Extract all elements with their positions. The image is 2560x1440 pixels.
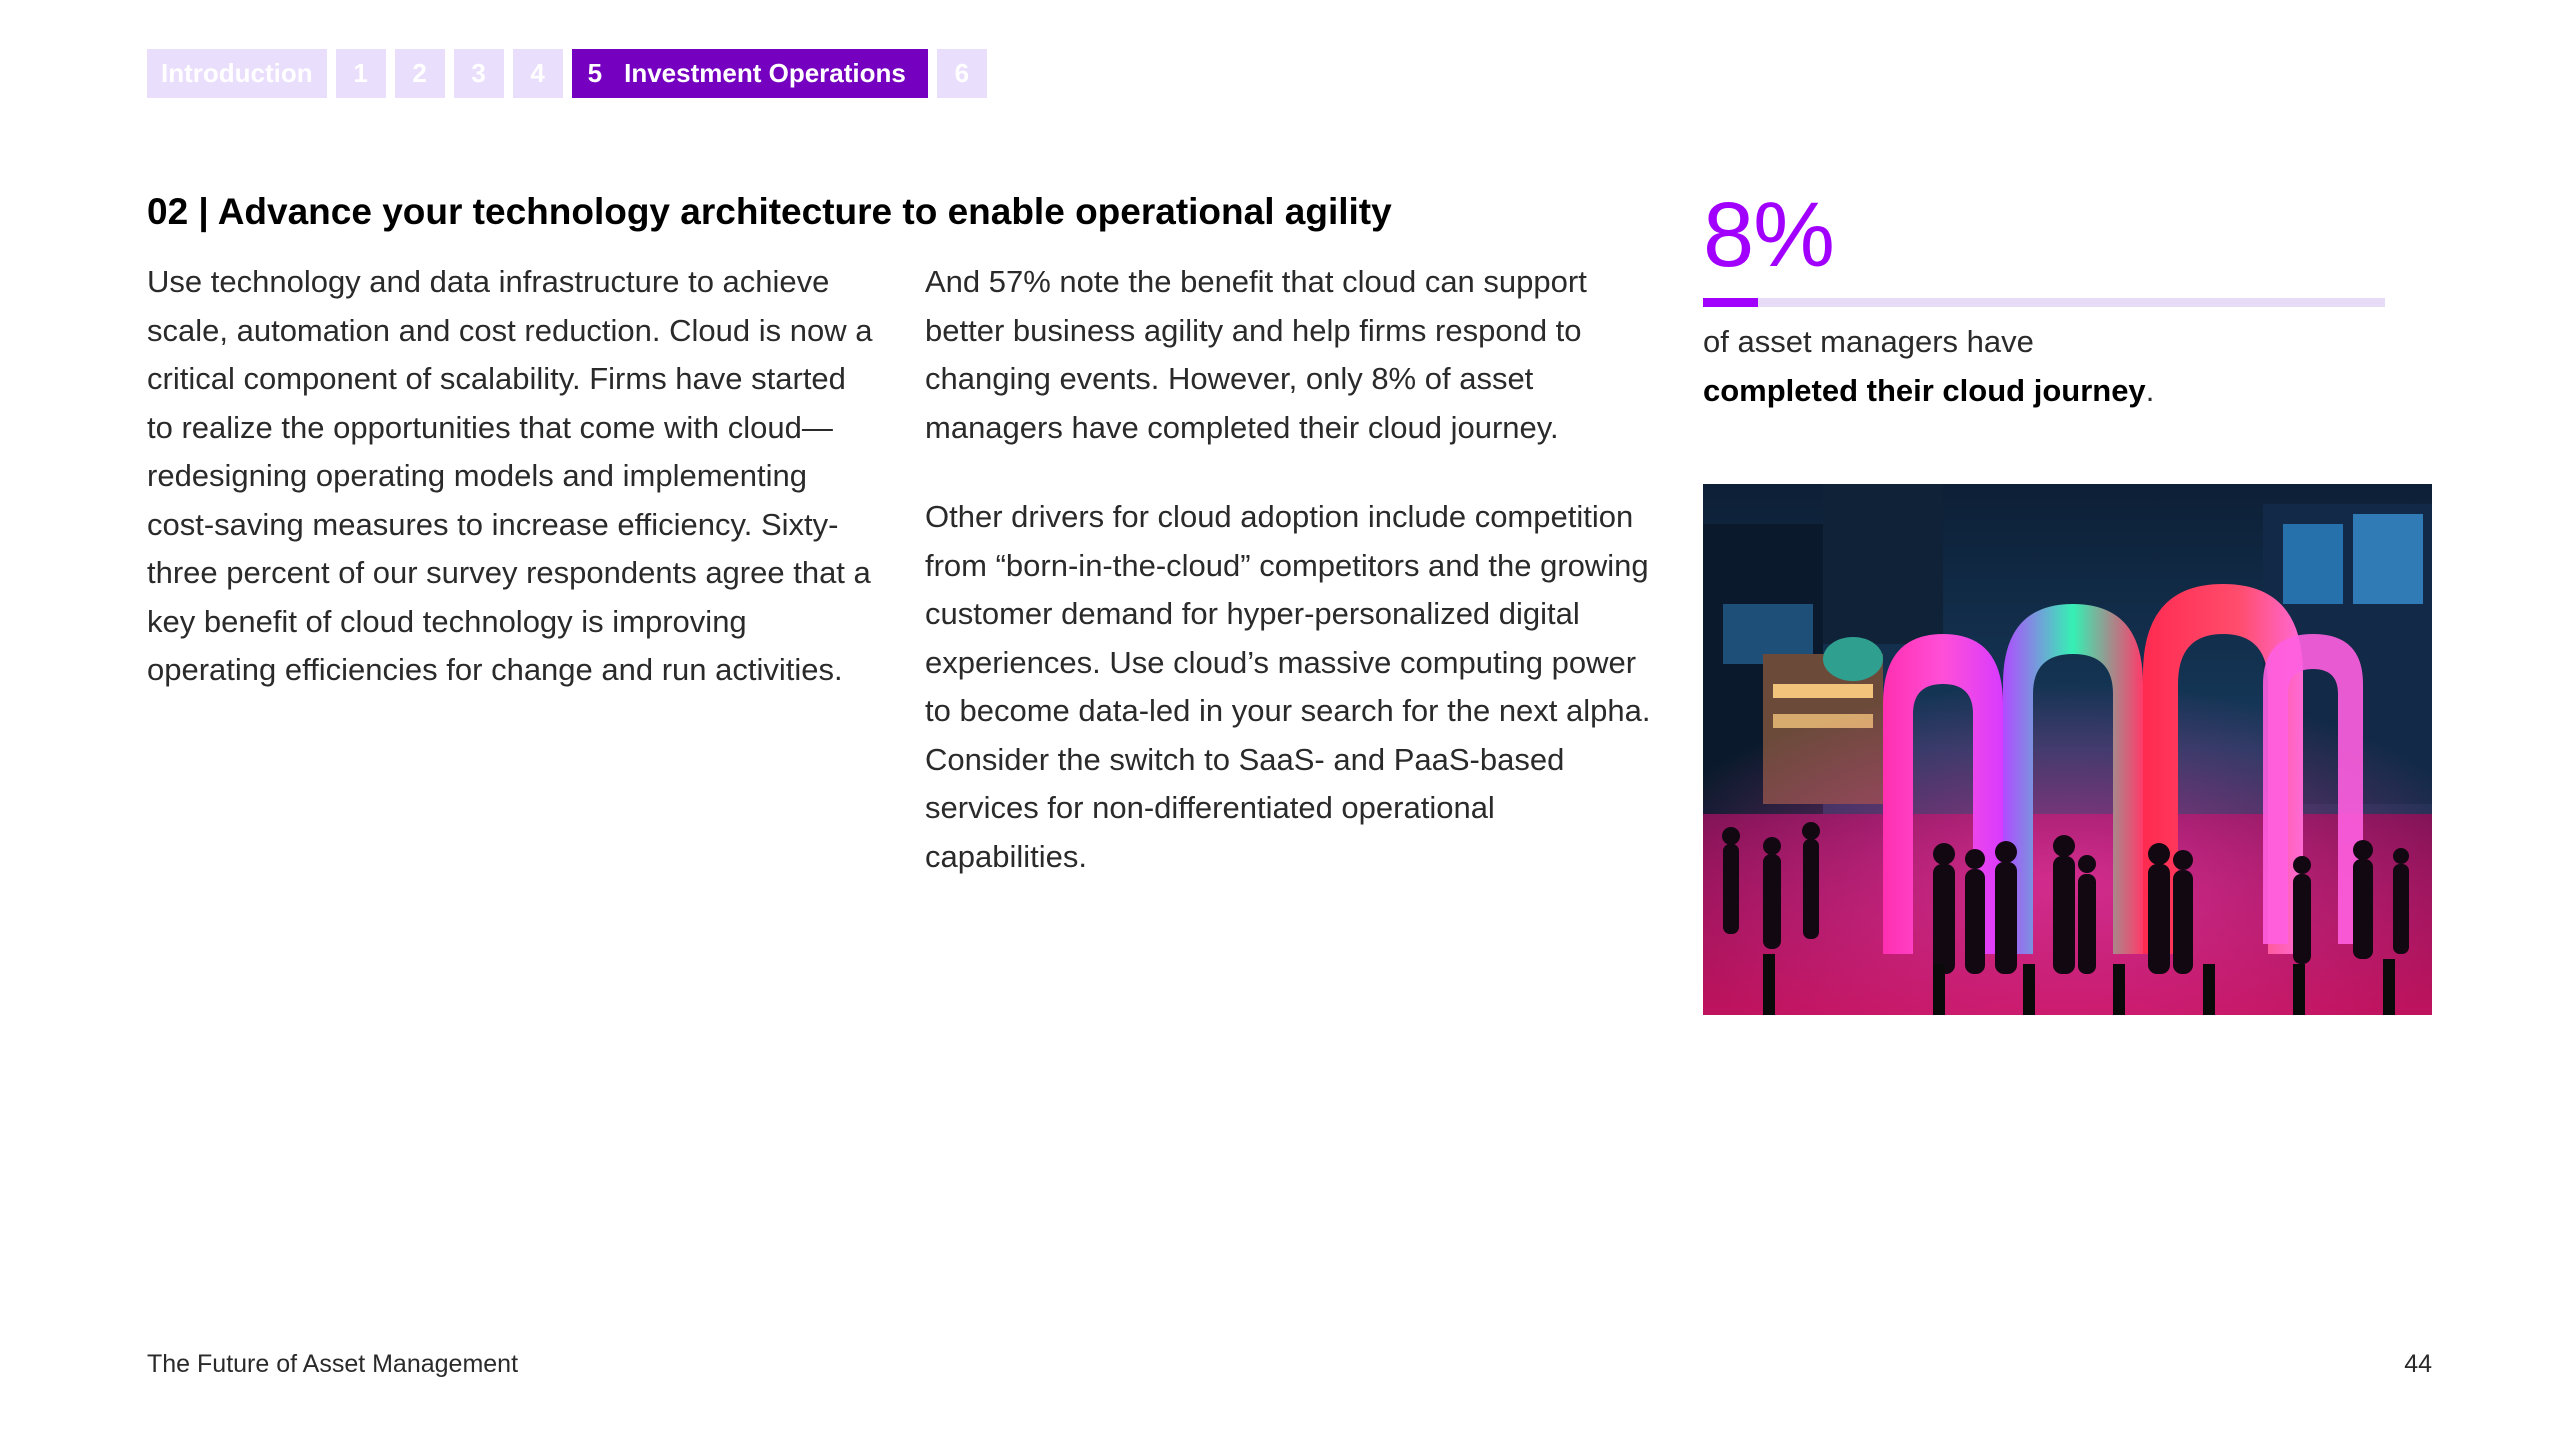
stat-caption-suffix: .: [2145, 372, 2155, 408]
tab-2[interactable]: [395, 49, 445, 98]
tab-label: 3: [471, 58, 486, 88]
tab-investment-operations[interactable]: [572, 49, 928, 98]
tab-label: 2: [412, 58, 427, 88]
stat-caption-prefix: of asset managers have: [1703, 324, 2034, 359]
stat-progress-bar: [1703, 298, 2385, 307]
tab-label: 1: [353, 58, 368, 88]
section-heading: 02 | Advance your technology architecture to enable operational agility: [147, 191, 1392, 232]
left-column: [147, 258, 877, 695]
section-nav: [147, 49, 987, 98]
body-paragraph: Other drivers for cloud adoption include competition from “born-in-the-cloud” competitors and the growing customer demand for hyper-personalized digital experiences. Use cloud’s massive computing power to become data-led in your search for the next alpha. Consider the switch to SaaS- and PaaS-based services for non-differentiated operational capabilities.: [925, 499, 1651, 874]
stat-value: 8%: [1703, 184, 1834, 286]
tab-3[interactable]: [454, 49, 504, 98]
tab-label: 4: [530, 58, 545, 88]
tab-6[interactable]: [937, 49, 987, 98]
stat-caption: [1703, 318, 2403, 415]
illuminated-arches-photo: [1703, 484, 2432, 1015]
stat-caption-bold: completed their cloud journey: [1703, 372, 2146, 408]
body-paragraph: And 57% note the benefit that cloud can support better business agility and help firms respond to changing events. However, only 8% of asset managers have completed their cloud journey.: [925, 264, 1587, 445]
footer-document-title: The Future of Asset Management: [147, 1350, 519, 1378]
tab-label: Investment Operations: [624, 58, 906, 88]
tab-introduction[interactable]: [147, 49, 327, 98]
stat-progress-fill: [1703, 298, 1758, 307]
body-paragraph: Use technology and data infrastructure to achieve scale, automation and cost reduction. Cloud is now a critical component of scalability. Firms have started to realize the opportunities that come with cloud—redesigning operating models and implementing cost-saving measures to increase efficiency. Sixty-three percent of our survey respondents agree that a key benefit of cloud technology is improving operating efficiencies for change and run activities.: [147, 264, 873, 687]
tab-label: Introduction: [161, 58, 313, 88]
tab-label: 6: [954, 58, 970, 88]
tab-4[interactable]: [513, 49, 563, 98]
middle-column: [925, 258, 1655, 881]
page-number: 44: [2404, 1350, 2432, 1378]
tab-1[interactable]: [336, 49, 386, 98]
tab-number: 5: [587, 58, 603, 88]
